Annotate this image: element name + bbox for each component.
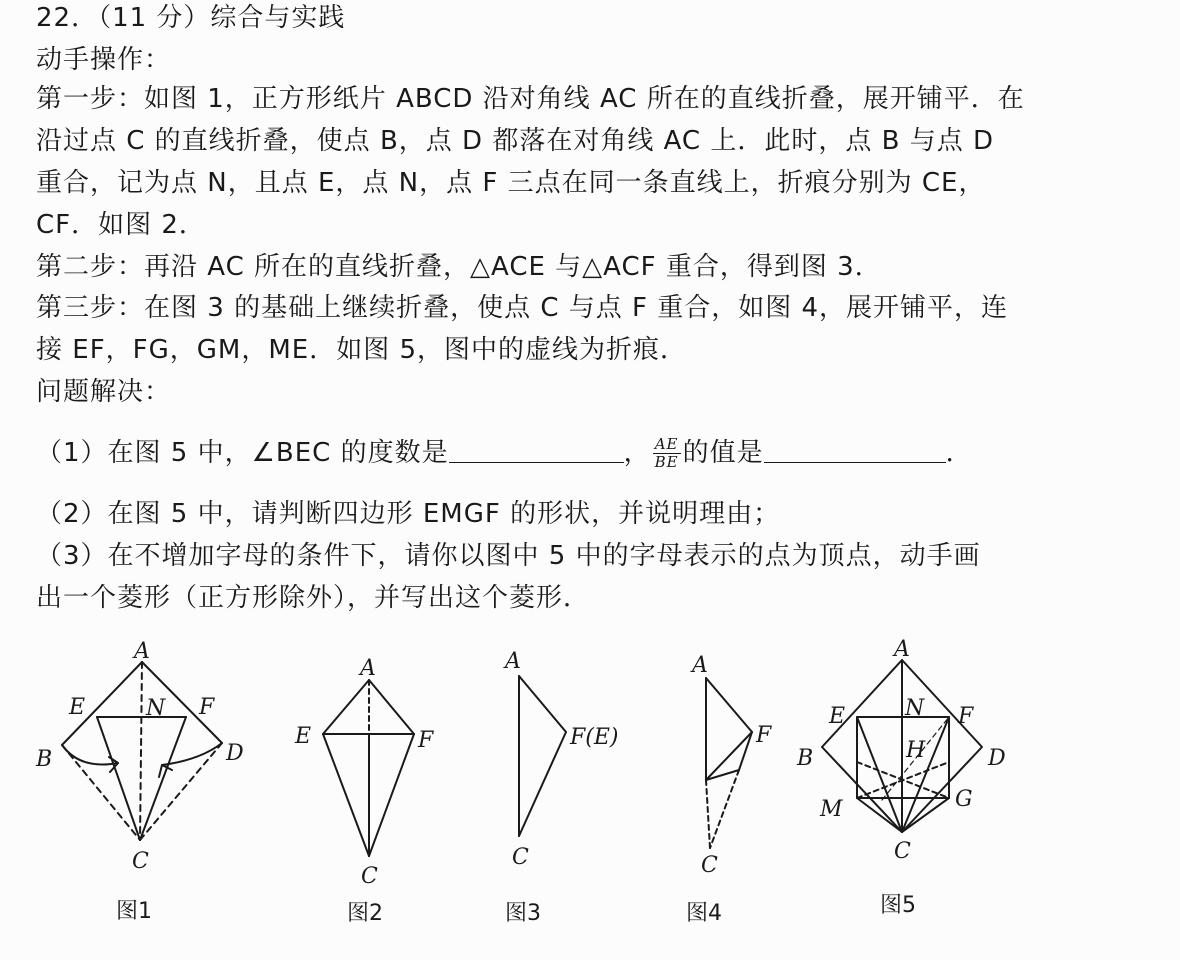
section-hands-on: 动手操作： [36,45,172,75]
step3-line2: 接 EF，FG，GM，ME．如图 5，图中的虚线为折痕． [36,335,687,365]
question-1 [36,433,973,473]
step3-line1: 第三步：在图 3 的基础上继续折叠，使点 C 与点 F 重合，如图 4，展开铺平，连 [36,293,1009,323]
figure-4 [706,678,752,848]
fig5-caption: 图5 [880,893,916,918]
q1-end: ． [945,438,973,468]
fig5-label-m: M [820,797,843,822]
fig3-label-a: A [505,649,521,674]
step1-line4: CF．如图 2． [36,210,206,240]
fig5-label-d: D [988,746,1006,771]
answer-blank-ratio[interactable] [764,434,946,463]
fig5-label-c: C [894,839,911,864]
figures-area [0,620,1180,960]
fig1-label-f: F [199,695,215,720]
fig1-label-n: N [146,696,166,721]
fig5-label-n: N [905,696,925,721]
step1-line3: 重合，记为点 N，且点 E，点 N，点 F 三点在同一条直线上，折痕分别为 CE， [36,168,986,198]
fig2-label-c: C [361,864,378,889]
question-2: （2）在图 5 中，请判断四边形 EMGF 的形状，并说明理由； [36,499,781,529]
q1-text-a: （1）在图 5 中，∠BEC 的度数是 [36,438,449,468]
figure-1 [62,662,222,840]
fig1-label-e: E [69,695,86,720]
fig2-label-e: E [295,724,312,749]
fraction-numerator: AE [653,436,681,454]
fig5-label-e: E [829,704,846,729]
fig4-caption: 图4 [686,901,722,926]
fig1-caption: 图1 [116,899,152,924]
fig1-label-d: D [226,741,244,766]
step1-line2: 沿过点 C 的直线折叠，使点 B，点 D 都落在对角线 AC 上．此时，点 B 与点 D [36,126,994,156]
fig1-label-b: B [36,747,53,772]
answer-blank-angle[interactable] [449,434,624,463]
step1-line1: 第一步：如图 1，正方形纸片 ABCD 沿对角线 AC 所在的直线折叠，展开铺平．在 [36,84,1025,114]
fig5-label-g: G [955,787,973,812]
fig2-label-f: F [418,728,434,753]
fig1-label-c: C [132,849,149,874]
question-3-line1: （3）在不增加字母的条件下，请你以图中 5 中的字母表示的点为顶点，动手画 [36,541,981,571]
fig3-caption: 图3 [505,901,541,926]
fig5-label-f: F [958,704,974,729]
section-solve: 问题解决： [36,377,172,407]
ratio-fraction [653,436,681,471]
fig2-label-a: A [360,656,376,681]
fig5-label-b: B [797,746,814,771]
fig1-label-a: A [134,639,150,664]
fig3-label-fe: F(E) [570,725,619,750]
fig5-label-h: H [906,738,926,763]
fig4-label-c: C [701,853,718,878]
q1-text-c: 的值是 [682,438,764,468]
step2-line: 第二步：再沿 AC 所在的直线折叠，△ACE 与△ACF 重合，得到图 3． [36,252,882,282]
figure-2 [323,680,414,856]
fig3-label-c: C [512,845,529,870]
fig5-label-a: A [894,637,910,662]
fig4-label-a: A [692,653,708,678]
question-3-line2: 出一个菱形（正方形除外），并写出这个菱形． [36,583,591,613]
fig4-label-f: F [756,723,772,748]
q1-text-b: ， [623,438,651,468]
fig2-caption: 图2 [347,901,383,926]
figure-3 [519,676,566,836]
fraction-denominator: BE [654,453,679,471]
problem-heading: 22．（11 分）综合与实践 [36,3,346,33]
